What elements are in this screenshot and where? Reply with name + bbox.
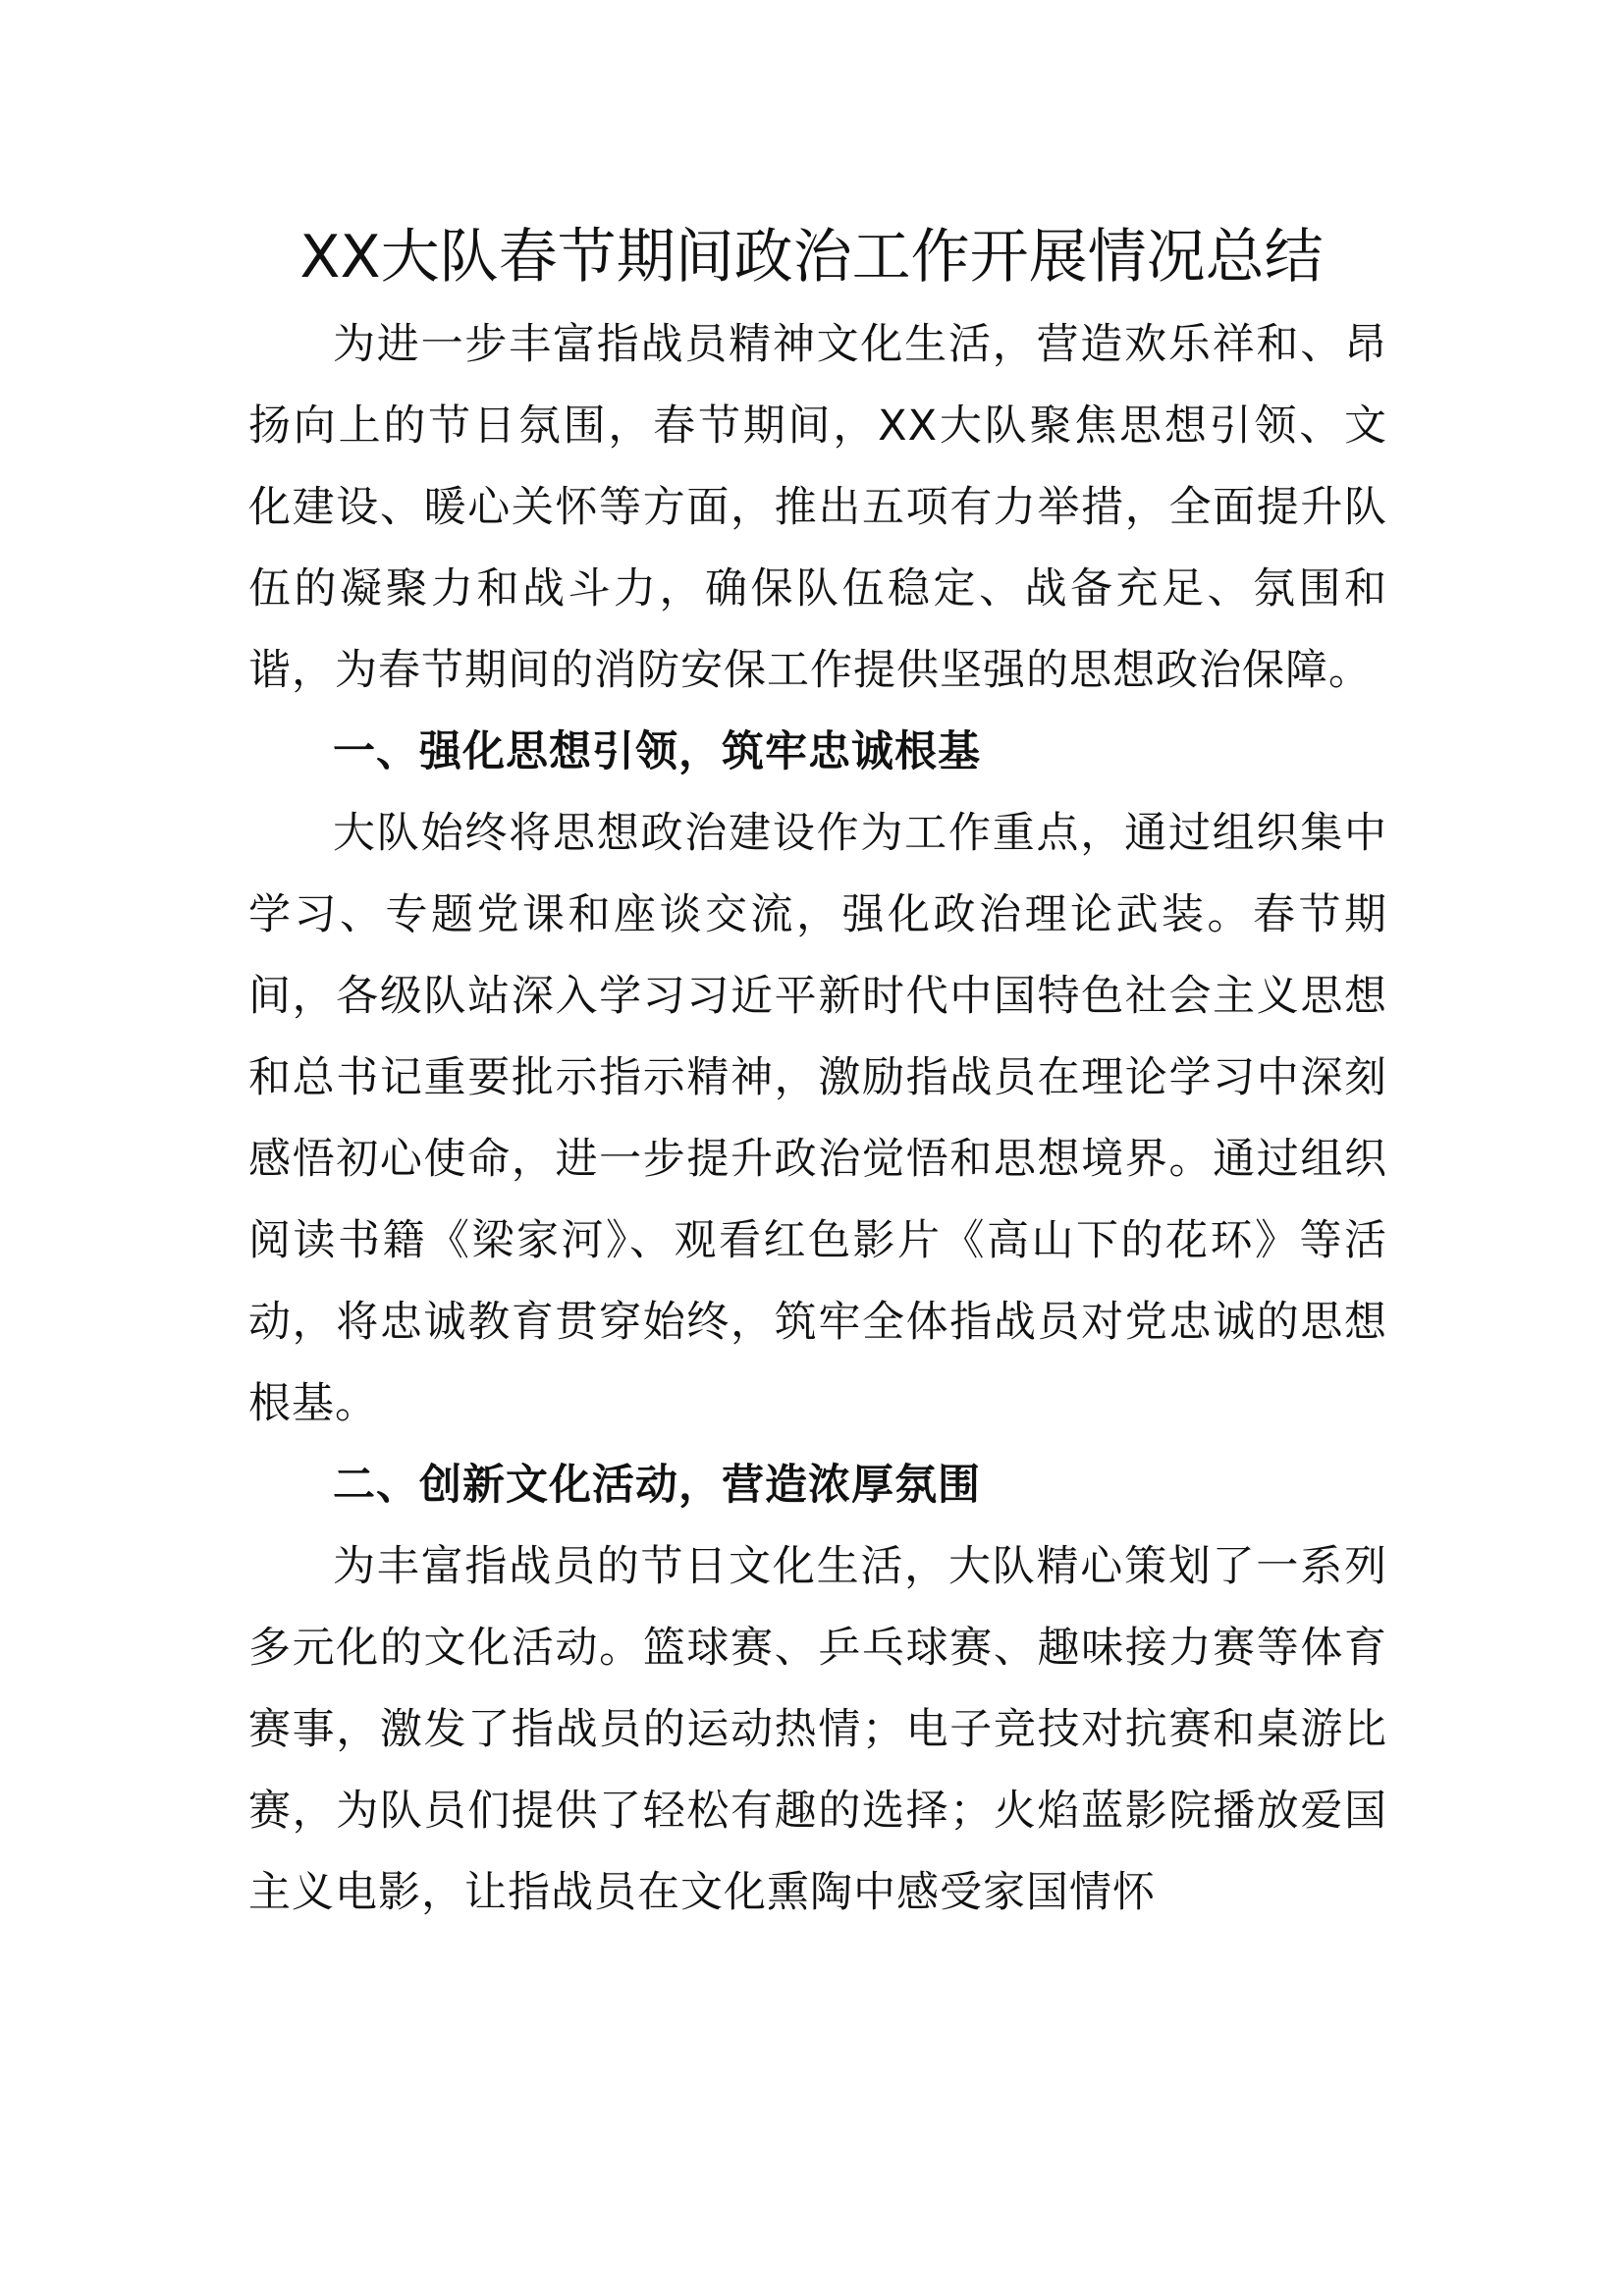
section-heading-1: 一、强化思想引领，筑牢忠诚根基 xyxy=(333,727,981,776)
section-heading-2: 二、创新文化活动，营造浓厚氛围 xyxy=(333,1461,981,1510)
document-title: XX大队春节期间政治工作开展情况总结 xyxy=(299,223,1324,292)
intro-paragraph: 为进一步丰富指战员精神文化生活，营造欢乐祥和、昂扬向上的节日氛围，春节期间，XX大队聚焦思想引领、文化建设、暖心关怀等方面，推出五项有力举措，全面提升队伍的凝聚力和战斗力，确保队伍稳定、战备充足、氛围和谐，为春节期间的消防安保工作提供坚强的思想政治保障。 xyxy=(248,320,1387,695)
section-paragraph-1: 大队始终将思想政治建设作为工作重点，通过组织集中学习、专题党课和座谈交流，强化政治理论武装。春节期间，各级队站深入学习习近平新时代中国特色社会主义思想和总书记重要批示指示精神，激励指战员在理论学习中深刻感悟初心使命，进一步提升政治觉悟和思想境界。通过组织阅读书籍《梁家河》、观看红色影片《高山下的花环》等活动，将忠诚教育贯穿始终，筑牢全体指战员对党忠诚的思想根基。 xyxy=(248,809,1387,1428)
document-body xyxy=(248,304,1387,1934)
section-paragraph-2: 为丰富指战员的节日文化生活，大队精心策划了一系列多元化的文化活动。篮球赛、乒乓球赛、趣味接力赛等体育赛事，激发了指战员的运动热情；电子竞技对抗赛和桌游比赛，为队员们提供了轻松有趣的选择；火焰蓝影院播放爱国主义电影，让指战员在文化熏陶中感受家国情怀 xyxy=(248,1542,1387,1917)
